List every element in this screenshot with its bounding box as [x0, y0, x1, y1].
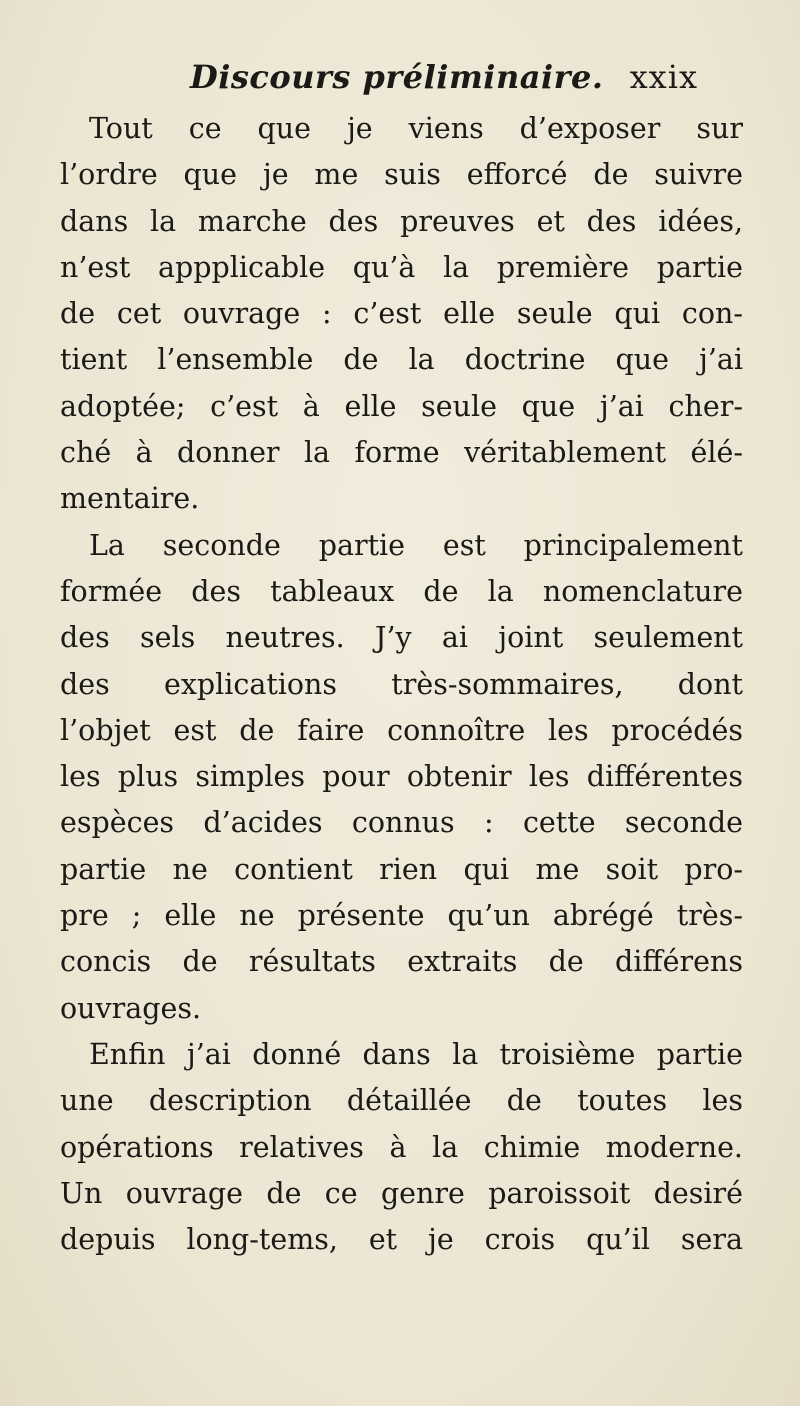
- text-line: ché à donner la forme véritablement élé-: [60, 436, 743, 470]
- text-line: des sels neutres. J’y ai joint seulement: [60, 621, 743, 655]
- text-line: adoptée; c’est à elle seule que j’ai cher-: [60, 389, 743, 423]
- text-line: La seconde partie est principalement: [89, 528, 743, 562]
- text-line: concis de résultats extraits de différens: [60, 945, 743, 979]
- text-line: partie ne contient rien qui me soit pro-: [60, 852, 743, 886]
- text-line: Tout ce que je viens d’exposer sur: [89, 112, 743, 145]
- text-line: une description détaillée de toutes les: [60, 1084, 743, 1118]
- text-line: les plus simples pour obtenir les différentes: [60, 760, 743, 794]
- text-line: des explications très-sommaires, dont: [60, 667, 743, 701]
- text-line: de cet ouvrage : c’est elle seule qui con-: [60, 297, 743, 331]
- text-line: tient l’ensemble de la doctrine que j’ai: [60, 343, 743, 377]
- text-line: dans la marche des preuves et des idées,: [60, 204, 743, 238]
- text-line: formée des tableaux de la nomenclature: [60, 574, 743, 608]
- text-line: espèces d’acides connus : cette seconde: [60, 806, 743, 840]
- text-line: l’objet est de faire connoître les procédés: [60, 713, 743, 747]
- text-line: depuis long-tems, et je crois qu’il sera: [60, 1223, 743, 1257]
- text-line: opérations relatives à la chimie moderne.: [60, 1130, 743, 1164]
- text-line: mentaire.: [60, 482, 200, 516]
- body-text: [60, 106, 743, 1263]
- running-title: Discours préliminaire.: [190, 58, 604, 96]
- text-line: n’est appplicable qu’à la première partie: [60, 250, 743, 284]
- text-line: l’ordre que je me suis efforcé de suivre: [60, 158, 743, 192]
- text-line: pre ; elle ne présente qu’un abrégé très-: [60, 899, 743, 933]
- text-line: ouvrages.: [60, 991, 202, 1025]
- text-line: Enfin j’ai donné dans la troisième partie: [89, 1037, 743, 1071]
- text-line: Un ouvrage de ce genre paroissoit desiré: [60, 1176, 743, 1210]
- page-header: [0, 58, 800, 102]
- page-number: xxix: [629, 58, 698, 96]
